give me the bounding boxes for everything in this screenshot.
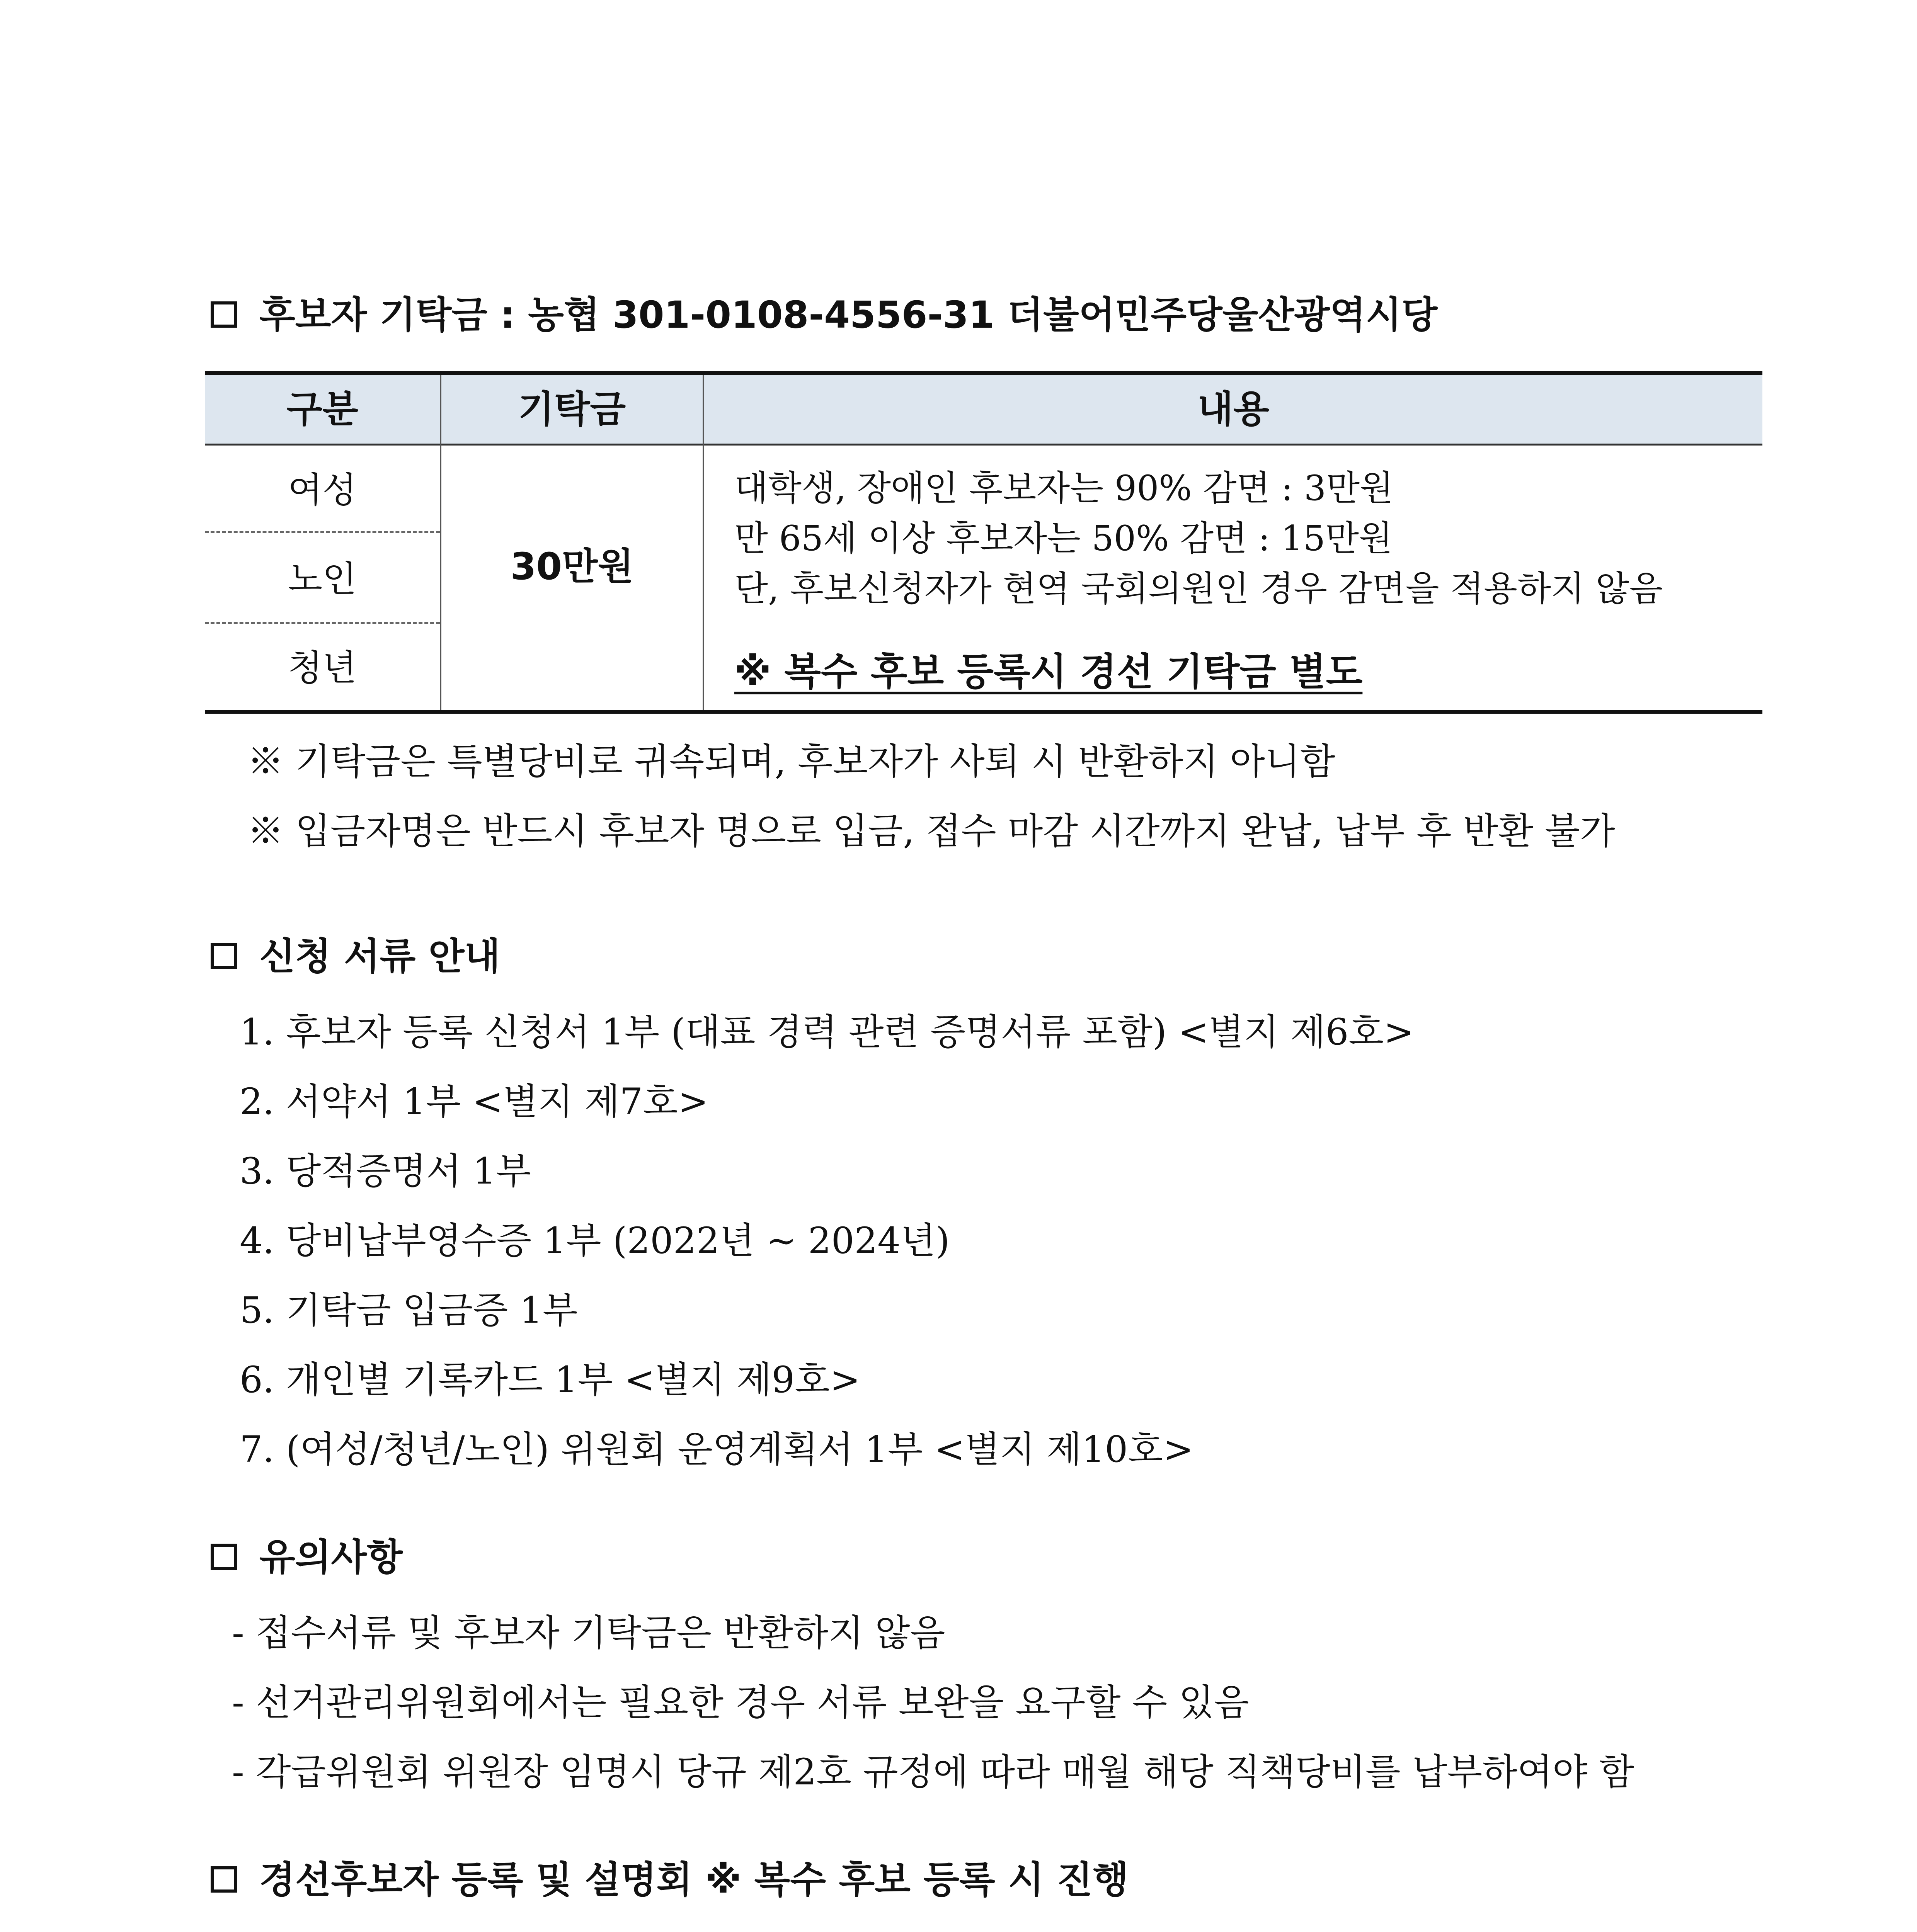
table-bottom-border: [205, 710, 1762, 714]
content-line: 만 65세 이상 후보자는 50% 감면 : 15만원: [734, 518, 1393, 559]
deposit-note: ※ 입금자명은 반드시 후보자 명으로 입금, 접수 마감 시간까지 완납, 납부 후 반환 불가: [247, 810, 1615, 852]
caution-item: - 접수서류 및 후보자 기탁금은 반환하지 않음: [232, 1612, 945, 1654]
table-header-content: 내용: [1197, 388, 1269, 431]
documents-heading: [211, 933, 500, 980]
document-item: 1. 후보자 등록 신청서 1부 (대표 경력 관련 증명서류 포함) <별지 제6호>: [240, 1011, 1414, 1053]
primary-heading-text: 경선후보자 등록 및 설명회 ※ 복수 후보 등록 시 진행: [259, 1858, 1129, 1901]
document-item: 5. 기탁금 입금증 1부: [240, 1289, 578, 1332]
checkbox-bullet-icon: [211, 1544, 237, 1570]
table-row-women: 여성: [288, 469, 357, 511]
row-separator: [205, 531, 440, 533]
documents-heading-text: 신청 서류 안내: [259, 935, 501, 978]
table-header-category: 구분: [286, 388, 358, 431]
document-item: 4. 당비납부영수증 1부 (2022년 ~ 2024년): [240, 1220, 950, 1262]
table-row-seniors: 노인: [288, 558, 357, 600]
caution-item: - 각급위원회 위원장 임명시 당규 제2호 규정에 따라 매월 해당 직책당비를 납부하여야 함: [232, 1751, 1634, 1793]
deposit-table: [205, 371, 1762, 721]
document-item: 6. 개인별 기록카드 1부 <별지 제9호>: [240, 1359, 860, 1401]
deposit-note: ※ 기탁금은 특별당비로 귀속되며, 후보자가 사퇴 시 반환하지 아니함: [247, 741, 1335, 783]
checkbox-bullet-icon: [211, 1866, 237, 1893]
cautions-heading: [211, 1534, 403, 1580]
caution-item: - 선거관리위원회에서는 필요한 경우 서류 보완을 요구할 수 있음: [232, 1682, 1249, 1724]
document-item: 2. 서약서 1부 <별지 제7호>: [240, 1081, 708, 1123]
content-line: 단, 후보신청자가 현역 국회의원인 경우 감면을 적용하지 않음: [734, 568, 1663, 609]
table-row-youth: 청년: [288, 647, 357, 689]
table-top-border: [205, 371, 1762, 375]
checkbox-bullet-icon: [211, 301, 237, 328]
cautions-heading-text: 유의사항: [259, 1536, 403, 1579]
table-header-border: [205, 444, 1762, 446]
content-note: ※ 복수 후보 등록시 경선 기탁금 별도: [734, 650, 1363, 694]
document-item: 7. (여성/청년/노인) 위원회 운영계획서 1부 <별지 제10호>: [240, 1429, 1193, 1471]
deposit-amount: 30만원: [510, 545, 634, 588]
primary-heading: [211, 1857, 1129, 1903]
document-item: 3. 당적증명서 1부: [240, 1150, 531, 1192]
table-header-deposit: 기탁금: [518, 388, 626, 431]
deposit-heading-text: 후보자 기탁금 : 농협 301-0108-4556-31 더불어민주당울산광역시당: [259, 293, 1438, 337]
deposit-heading: [211, 292, 1437, 338]
content-line: 대학생, 장애인 후보자는 90% 감면 : 3만원: [734, 468, 1394, 509]
checkbox-bullet-icon: [211, 943, 237, 969]
primary-item: [232, 1926, 1013, 1932]
row-separator: [205, 622, 440, 624]
